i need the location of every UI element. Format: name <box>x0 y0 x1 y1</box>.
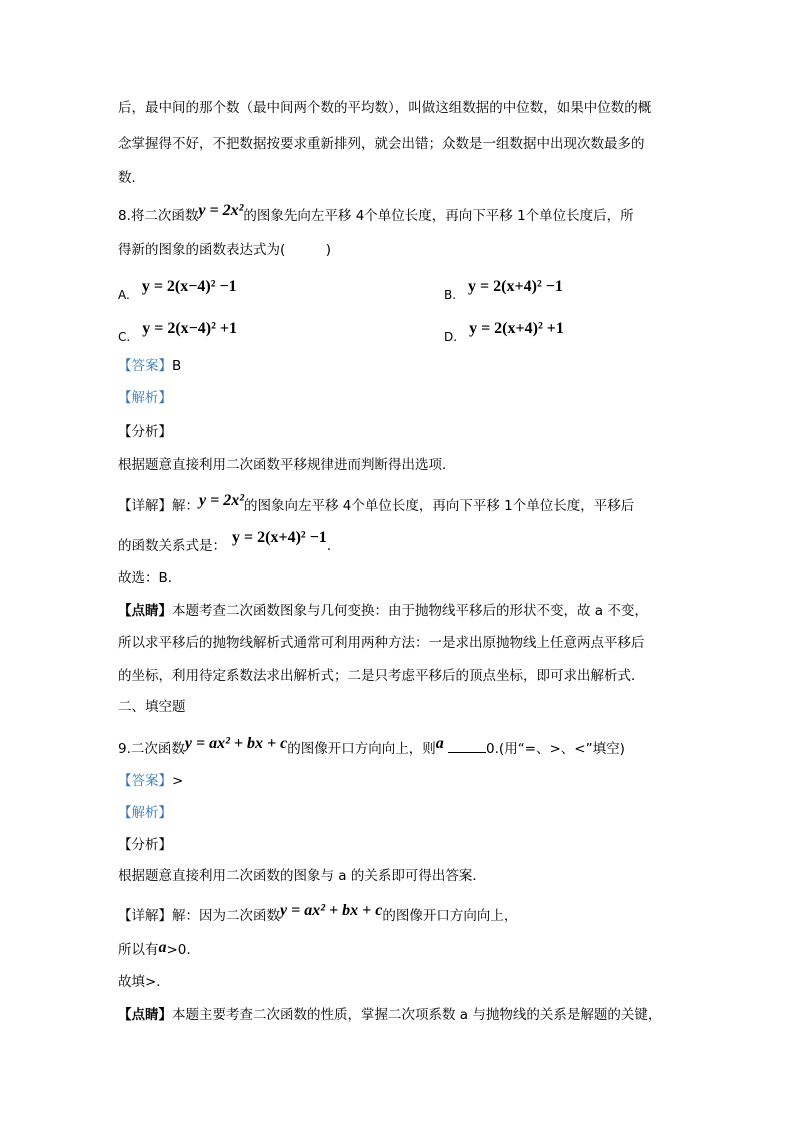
text-line: 念掌握得不好，不把数据按要求重新排列，就会出错；众数是一组数据中出现次数最多的 <box>118 136 645 152</box>
text-line: 根据题意直接利用二次函数的图象与 a 的关系即可得出答案． <box>118 868 486 884</box>
math-formula: y = ax² + bx + c <box>280 902 383 919</box>
math-var: a <box>435 735 444 752</box>
math-formula: y = 2(x+4)² −1 <box>468 278 563 295</box>
text: 9.二次函数 <box>118 741 185 757</box>
tag: 【点睛】 <box>118 1007 172 1023</box>
answer-tag: 【答案】 <box>118 773 172 789</box>
text-line: 故选：B． <box>118 570 182 586</box>
text-line: 数． <box>118 170 145 186</box>
question-9 <box>118 735 625 759</box>
tag: 【点睛】 <box>118 603 172 619</box>
text-line: 得新的图象的函数表达式为( ) <box>118 242 332 258</box>
tag: 【详解】 <box>118 498 172 514</box>
text-line: 后，最中间的那个数（最中间两个数的平均数），叫做这组数据的中位数，如果中位数的概 <box>118 100 652 116</box>
dianjing-line <box>118 601 648 621</box>
answer-value: B <box>172 358 182 374</box>
text: 所以有 <box>118 942 159 958</box>
text: 0.(用“=、>、<”填空) <box>486 741 625 757</box>
option-c <box>118 320 238 344</box>
answer-line <box>118 771 183 791</box>
question-8 <box>118 202 634 226</box>
text: >0. <box>166 942 191 958</box>
text: 的图象先向左平移 4个单位长度，再向下平移 1个单位长度后，所 <box>243 208 634 224</box>
jiexi-tag: 【解析】 <box>118 390 172 406</box>
answer-blank <box>448 738 486 753</box>
tag: 【详解】 <box>118 908 172 924</box>
option-d <box>444 320 564 344</box>
math-formula: y = 2x² <box>198 202 244 219</box>
text-line: 根据题意直接利用二次函数平移规律进而判断得出选项． <box>118 457 456 473</box>
answer-tag: 【答案】 <box>118 358 172 374</box>
math-formula: y = 2(x+4)² −1 <box>232 529 327 546</box>
option-label: B. <box>444 288 457 302</box>
option-label: D. <box>444 330 458 344</box>
math-formula: y = ax² + bx + c <box>184 735 288 752</box>
text: 8.将二次函数 <box>118 208 199 224</box>
option-label: A. <box>118 288 130 302</box>
text: 的图像开口方向向上， <box>382 908 518 924</box>
xiangjie-line <box>118 902 518 926</box>
text-line <box>118 529 341 556</box>
option-label: C. <box>118 330 131 344</box>
option-b <box>444 278 563 302</box>
text: 的函数关系式是： <box>118 538 226 554</box>
xiangjie-line <box>118 492 635 516</box>
text-line <box>118 940 191 960</box>
text-line: 的坐标，利用待定系数法求出解析式；二是只考虑平移后的顶点坐标，即可求出解析式． <box>118 668 645 684</box>
option-a <box>118 278 237 302</box>
math-formula: y = 2(x−4)² −1 <box>141 278 237 295</box>
fenxi-tag: 【分析】 <box>118 424 172 440</box>
math-formula: y = 2(x−4)² +1 <box>142 320 238 337</box>
answer-line <box>118 356 181 376</box>
text: 本题主要考查二次函数的性质，掌握二次项系数 a 与抛物线的关系是解题的关键， <box>172 1007 662 1023</box>
text: 解： <box>172 498 199 514</box>
text: 解：因为二次函数 <box>172 908 280 924</box>
text-line: 所以求平移后的抛物线解析式通常可利用两种方法：一是求出原抛物线上任意两点平移后 <box>118 635 645 651</box>
math-var: a <box>158 939 167 956</box>
fenxi-tag: 【分析】 <box>118 837 172 853</box>
jiexi-tag: 【解析】 <box>118 805 172 821</box>
answer-value: > <box>172 773 184 789</box>
text-line: 故填>. <box>118 974 161 990</box>
section-heading: 二、填空题 <box>118 699 186 715</box>
text: ． <box>326 538 341 554</box>
math-formula: y = 2(x+4)² +1 <box>469 320 564 337</box>
text: 的图象向左平移 4个单位长度，再向下平移 1个单位长度，平移后 <box>244 498 635 514</box>
math-formula: y = 2x² <box>199 492 245 509</box>
text: 本题考查二次函数图象与几何变换：由于抛物线平移后的形状不变，故 a 不变， <box>172 603 648 619</box>
dianjing-line <box>118 1005 661 1025</box>
text: 的图像开口方向向上，则 <box>287 741 436 757</box>
